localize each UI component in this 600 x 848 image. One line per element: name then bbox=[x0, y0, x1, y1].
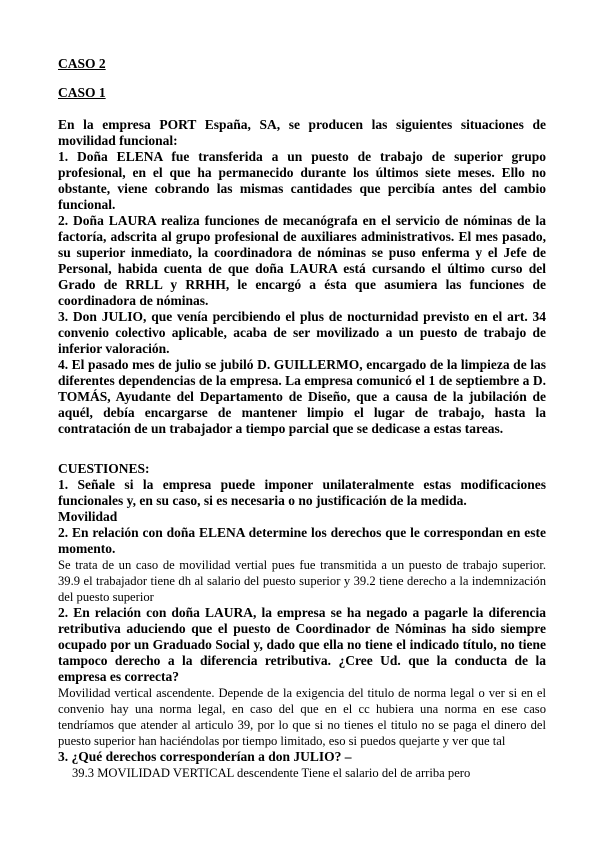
question-1: 1. Señale si la empresa puede imponer unilateralmente estas modificaciones funcionales y, en su caso, si es necesaria o no justificación de la medida. bbox=[58, 477, 546, 508]
situation-4: 4. El pasado mes de julio se jubiló D. GUILLERMO, encargado de la limpieza de las diferentes dependencias de la empresa. La empresa comunicó el 1 de septiembre a D. TOMÁS, Ayudante del Departamento de Diseño, que a causa de la jubilación de aquél, debía encargarse de mantener limpio el lugar de trabajo, hasta la contratación de un trabajador a tiempo parcial que se dedicase a estas tareas. bbox=[58, 357, 546, 436]
situation-3: 3. Don JULIO, que venía percibiendo el plus de nocturnidad previsto en el art. 34 convenio colectivo aplicable, acaba de ser movilizado a un puesto de trabajo de inferior valoración. bbox=[58, 309, 546, 356]
document-page bbox=[58, 56, 546, 781]
answer-2: Se trata de un caso de movilidad vertial pues fue transmitida a un puesto de trabajo superior. 39.9 el trabajador tiene dh al salario del puesto superior y 39.2 tiene derecho a la indemnización del puesto superior bbox=[58, 558, 546, 604]
question-4: 3. ¿Qué derechos corresponderían a don JULIO? – bbox=[58, 749, 352, 764]
question-3: 2. En relación con doña LAURA, la empresa se ha negado a pagarle la diferencia retributiva aduciendo que el puesto de Coordinador de Nóminas ha sido siempre ocupado por un Graduado Social y, dado que ella no tiene el indicado título, no tiene tampoco derecho a la diferencia retributiva. ¿Cree Ud. que la conducta de la empresa es correcta? bbox=[58, 605, 546, 684]
situation-2: 2. Doña LAURA realiza funciones de mecanógrafa en el servicio de nóminas de la factoría, adscrita al grupo profesional de auxiliares administrativos. El mes pasado, su superior inmediato, la coordinadora de nóminas se puso enferma y el Jefe de Personal, habida cuenta de que doña LAURA está cursando el último curso del Grado de RRLL y RRHH, le encargó a ésta que asumiera las funciones de coordinadora de nóminas. bbox=[58, 213, 546, 308]
answer-4: 39.3 MOVILIDAD VERTICAL descendente Tiene el salario del de arriba pero bbox=[72, 766, 471, 780]
case-1-heading: CASO 1 bbox=[58, 85, 106, 100]
answer-3: Movilidad vertical ascendente. Depende de la exigencia del titulo de norma legal o ver si en el convenio hay una norma legal, en caso del que en el cc hubiera una norma en ese caso tendríamos que atender al articulo 39, por lo que si no tienes el titulo no se paga el dinero del puesto superior han haciéndolas por tiempo limitado, eso si puedos quejarte y ver que tal bbox=[58, 686, 546, 748]
situation-1: 1. Doña ELENA fue transferida a un puesto de trabajo de superior grupo profesional, en el que ha permanecido durante los últimos siete meses. Ello no obstante, viene cobrando las mismas cantidades que percibía antes del cambio funcional. bbox=[58, 149, 546, 212]
case-2-heading: CASO 2 bbox=[58, 56, 106, 71]
intro-paragraph: En la empresa PORT España, SA, se producen las siguientes situaciones de movilidad funcional: bbox=[58, 117, 546, 148]
answer-1: Movilidad bbox=[58, 509, 118, 524]
questions-heading: CUESTIONES: bbox=[58, 461, 150, 476]
question-2: 2. En relación con doña ELENA determine los derechos que le correspondan en este momento. bbox=[58, 525, 546, 556]
